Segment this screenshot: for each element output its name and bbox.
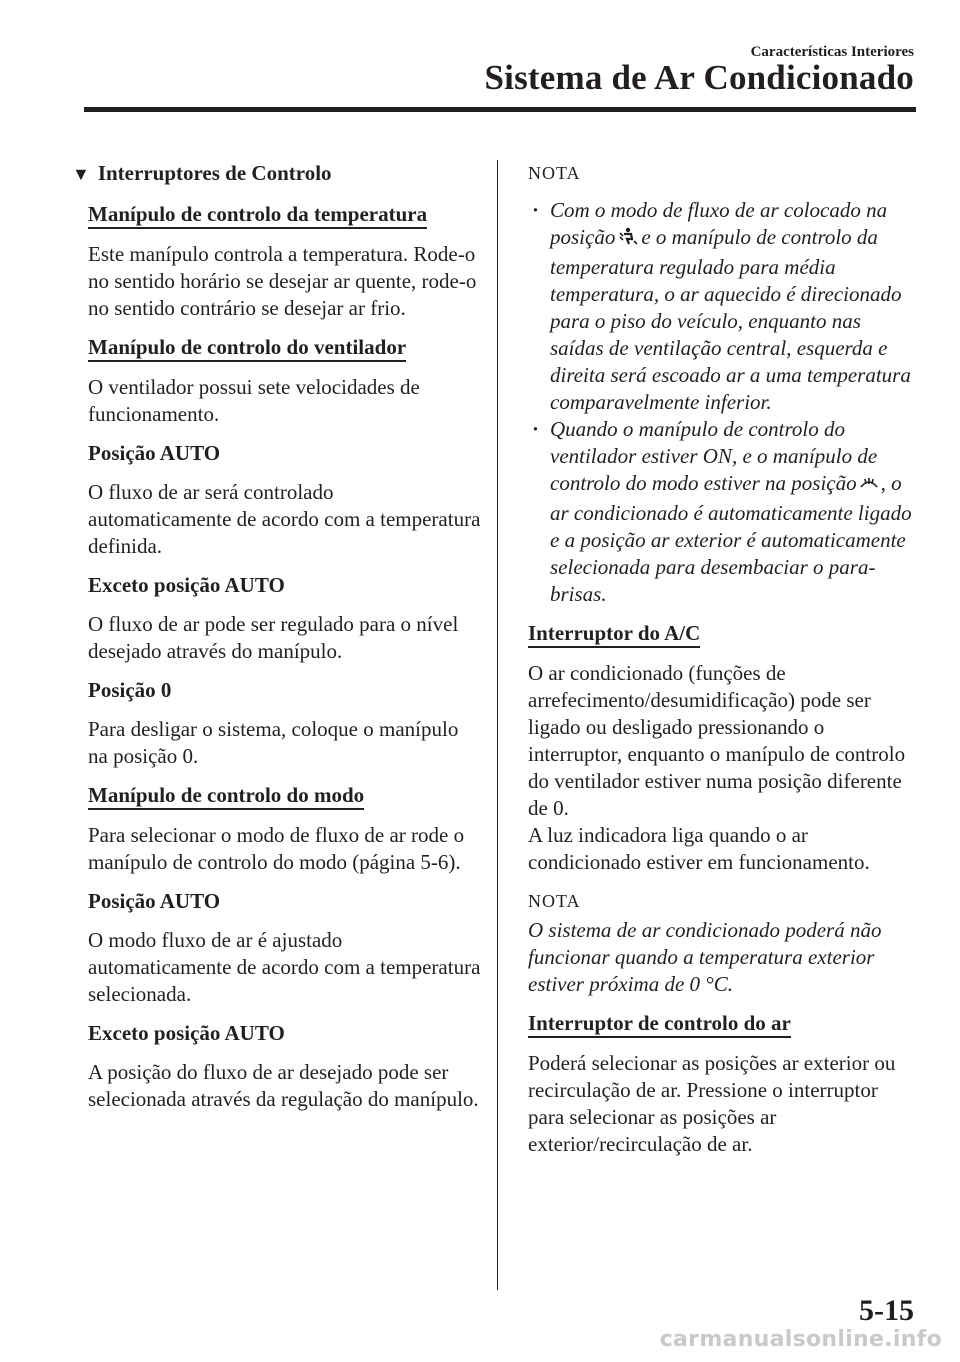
bullet-icon: · bbox=[532, 417, 540, 441]
nota-item-1-post: e o manípulo de controlo da temperatura regulado para média temperatura, o ar aquecido é direcionado para o piso do veículo, enquanto nas saídas de ventilação central, esquerda e direita será escoado ar a uma temperatura comparavelmente inferior. bbox=[550, 225, 911, 414]
fan-knob-heading: Manípulo de controlo do ventilador bbox=[88, 335, 406, 362]
fan-auto-label: Posição AUTO bbox=[88, 441, 221, 465]
nota-item-2-post: , o ar condicionado é automaticamente ligado e a posição ar exterior é automaticamente selecionada para desembaciar o para-brisas. bbox=[550, 471, 912, 606]
nota-item bbox=[512, 197, 917, 416]
defrost-mode-icon bbox=[860, 473, 878, 500]
header-rule bbox=[84, 107, 916, 112]
fan-except-label: Exceto posição AUTO bbox=[88, 573, 285, 597]
fan-zero-label: Posição 0 bbox=[88, 678, 172, 702]
watermark: carmanualsonline.info bbox=[659, 1327, 942, 1352]
nota-item-1-pre: Com o modo de fluxo de ar colocado na posição bbox=[550, 198, 888, 249]
nota-title: NOTA bbox=[528, 163, 581, 183]
temp-knob-heading: Manípulo de controlo da temperatura bbox=[88, 202, 427, 229]
nota-item-2-pre: Quando o manípulo de controlo do ventilador estiver ON, e o manípulo de controlo do modo estiver na posição bbox=[550, 417, 878, 495]
section-title bbox=[72, 158, 482, 189]
mode-except-text: A posição do fluxo de ar desejado pode ser selecionada através da regulação do manípulo. bbox=[88, 1060, 479, 1111]
mode-knob-heading: Manípulo de controlo do modo bbox=[88, 783, 364, 810]
section-header: Características Interiores bbox=[750, 44, 914, 60]
temp-knob-text: Este manípulo controla a temperatura. Rode-o no sentido horário se desejar ar quente, rode-o no sentido contrário se desejar ar frio. bbox=[88, 242, 477, 320]
right-column bbox=[512, 160, 917, 1170]
page-number: 5-15 bbox=[859, 1294, 914, 1327]
section-title-text: Interruptores de Controlo bbox=[97, 161, 332, 185]
fan-knob-text: O ventilador possui sete velocidades de funcionamento. bbox=[88, 375, 420, 426]
bullet-icon: · bbox=[532, 198, 540, 222]
ac-switch-text-1: O ar condicionado (funções de arrefecimento/desumidificação) pode ser ligado ou desligado pressionando o interruptor, enquanto o manípulo de controlo do ventilador estiver numa posição diferente de 0. bbox=[528, 661, 906, 820]
fan-except-text: O fluxo de ar pode ser regulado para o nível desejado através do manípulo. bbox=[88, 612, 459, 663]
column-divider bbox=[497, 160, 498, 1290]
nota2-text: O sistema de ar condicionado poderá não funcionar quando a temperatura exterior estiver próxima de 0 °C. bbox=[528, 918, 882, 996]
triangle-icon: ▼ bbox=[72, 164, 90, 184]
mode-auto-text: O modo fluxo de ar é ajustado automaticamente de acordo com a temperatura selecionada. bbox=[88, 928, 481, 1006]
air-switch-text: Poderá selecionar as posições ar exterior ou recirculação de ar. Pressione o interruptor para selecionar as posições ar exterior/recirculação de ar. bbox=[528, 1051, 896, 1156]
mode-auto-label: Posição AUTO bbox=[88, 889, 221, 913]
left-column bbox=[72, 158, 482, 1125]
chapter-title: Sistema de Ar Condicionado bbox=[484, 58, 914, 97]
air-switch-heading: Interruptor de controlo do ar bbox=[528, 1011, 791, 1038]
ac-switch-text-2: A luz indicadora liga quando o ar condicionado estiver em funcionamento. bbox=[528, 823, 870, 874]
mode-except-label: Exceto posição AUTO bbox=[88, 1021, 285, 1045]
fan-zero-text: Para desligar o sistema, coloque o manípulo na posição 0. bbox=[88, 717, 459, 768]
nota-list bbox=[512, 197, 917, 608]
nota2-title: NOTA bbox=[528, 891, 581, 911]
fan-auto-text: O fluxo de ar será controlado automaticamente de acordo com a temperatura definida. bbox=[88, 480, 481, 558]
nota-item bbox=[512, 416, 917, 608]
floor-mode-icon bbox=[618, 227, 638, 254]
mode-knob-text: Para selecionar o modo de fluxo de ar rode o manípulo de controlo do modo (página 5-6). bbox=[88, 823, 465, 874]
ac-switch-heading: Interruptor do A/C bbox=[528, 621, 700, 648]
